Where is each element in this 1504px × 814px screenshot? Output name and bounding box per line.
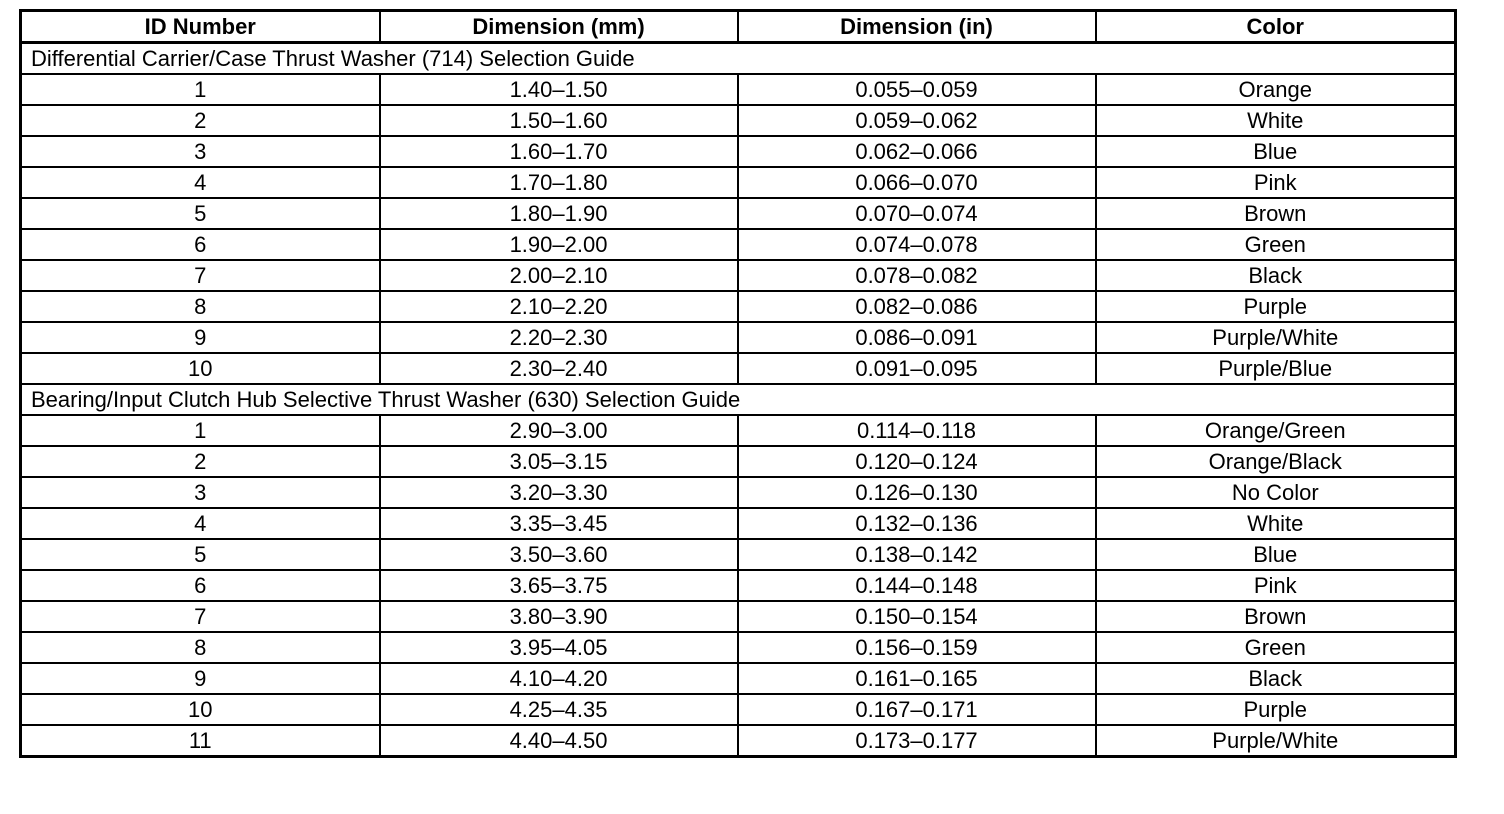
section-header-row [21, 384, 1456, 415]
color-cell: Purple/White [1096, 725, 1456, 757]
table-row [21, 291, 1456, 322]
dimension-in-cell: 0.138–0.142 [738, 539, 1096, 570]
table-row [21, 570, 1456, 601]
dimension-mm-cell: 1.50–1.60 [380, 105, 738, 136]
dimension-mm-cell: 4.10–4.20 [380, 663, 738, 694]
id-number-cell: 4 [21, 167, 380, 198]
color-cell: Black [1096, 663, 1456, 694]
id-number-cell: 10 [21, 353, 380, 384]
id-number-cell: 4 [21, 508, 380, 539]
dimension-mm-cell: 1.40–1.50 [380, 74, 738, 105]
color-cell: Brown [1096, 601, 1456, 632]
dimension-in-cell: 0.161–0.165 [738, 663, 1096, 694]
table-row [21, 136, 1456, 167]
table-row [21, 601, 1456, 632]
id-number-cell: 5 [21, 539, 380, 570]
table-row [21, 663, 1456, 694]
dimension-mm-cell: 3.35–3.45 [380, 508, 738, 539]
color-cell: Brown [1096, 198, 1456, 229]
id-number-cell: 3 [21, 136, 380, 167]
table-row [21, 539, 1456, 570]
color-cell: Purple/White [1096, 322, 1456, 353]
dimension-mm-cell: 2.90–3.00 [380, 415, 738, 446]
table-row [21, 725, 1456, 757]
table-body [21, 43, 1456, 757]
id-number-cell: 9 [21, 663, 380, 694]
dimension-mm-cell: 3.50–3.60 [380, 539, 738, 570]
dimension-in-cell: 0.062–0.066 [738, 136, 1096, 167]
color-cell: Purple [1096, 291, 1456, 322]
id-number-cell: 9 [21, 322, 380, 353]
dimension-in-cell: 0.120–0.124 [738, 446, 1096, 477]
dimension-in-cell: 0.167–0.171 [738, 694, 1096, 725]
id-number-cell: 6 [21, 229, 380, 260]
color-cell: Green [1096, 632, 1456, 663]
table-row [21, 508, 1456, 539]
table-row [21, 632, 1456, 663]
id-number-cell: 6 [21, 570, 380, 601]
dimension-mm-cell: 3.65–3.75 [380, 570, 738, 601]
dimension-in-cell: 0.078–0.082 [738, 260, 1096, 291]
id-number-cell: 8 [21, 291, 380, 322]
table-row [21, 322, 1456, 353]
header-row [21, 11, 1456, 43]
header-dimension-in: Dimension (in) [738, 11, 1096, 43]
section-title: Differential Carrier/Case Thrust Washer (714) Selection Guide [21, 43, 1456, 75]
color-cell: Green [1096, 229, 1456, 260]
id-number-cell: 1 [21, 415, 380, 446]
dimension-mm-cell: 3.05–3.15 [380, 446, 738, 477]
table-row [21, 229, 1456, 260]
dimension-mm-cell: 3.80–3.90 [380, 601, 738, 632]
dimension-in-cell: 0.086–0.091 [738, 322, 1096, 353]
dimension-in-cell: 0.074–0.078 [738, 229, 1096, 260]
id-number-cell: 10 [21, 694, 380, 725]
dimension-in-cell: 0.150–0.154 [738, 601, 1096, 632]
dimension-in-cell: 0.070–0.074 [738, 198, 1096, 229]
dimension-mm-cell: 2.20–2.30 [380, 322, 738, 353]
dimension-in-cell: 0.114–0.118 [738, 415, 1096, 446]
table-row [21, 694, 1456, 725]
dimension-mm-cell: 3.20–3.30 [380, 477, 738, 508]
table-row [21, 477, 1456, 508]
dimension-mm-cell: 1.70–1.80 [380, 167, 738, 198]
header-color: Color [1096, 11, 1456, 43]
header-id-number: ID Number [21, 11, 380, 43]
dimension-mm-cell: 1.90–2.00 [380, 229, 738, 260]
table-row [21, 353, 1456, 384]
color-cell: Orange/Black [1096, 446, 1456, 477]
dimension-in-cell: 0.055–0.059 [738, 74, 1096, 105]
id-number-cell: 7 [21, 601, 380, 632]
table-row [21, 167, 1456, 198]
color-cell: Pink [1096, 570, 1456, 601]
dimension-in-cell: 0.144–0.148 [738, 570, 1096, 601]
id-number-cell: 7 [21, 260, 380, 291]
dimension-mm-cell: 4.25–4.35 [380, 694, 738, 725]
color-cell: White [1096, 105, 1456, 136]
table-row [21, 105, 1456, 136]
color-cell: Purple/Blue [1096, 353, 1456, 384]
dimension-mm-cell: 2.10–2.20 [380, 291, 738, 322]
table-row [21, 74, 1456, 105]
dimension-in-cell: 0.132–0.136 [738, 508, 1096, 539]
dimension-mm-cell: 1.80–1.90 [380, 198, 738, 229]
id-number-cell: 2 [21, 105, 380, 136]
id-number-cell: 3 [21, 477, 380, 508]
thrust-washer-selection-table [19, 9, 1457, 758]
section-header-row [21, 43, 1456, 75]
color-cell: Blue [1096, 539, 1456, 570]
dimension-mm-cell: 1.60–1.70 [380, 136, 738, 167]
table-row [21, 446, 1456, 477]
id-number-cell: 8 [21, 632, 380, 663]
color-cell: Black [1096, 260, 1456, 291]
id-number-cell: 5 [21, 198, 380, 229]
dimension-in-cell: 0.066–0.070 [738, 167, 1096, 198]
color-cell: No Color [1096, 477, 1456, 508]
color-cell: Pink [1096, 167, 1456, 198]
id-number-cell: 11 [21, 725, 380, 757]
dimension-in-cell: 0.173–0.177 [738, 725, 1096, 757]
color-cell: Orange [1096, 74, 1456, 105]
dimension-mm-cell: 2.00–2.10 [380, 260, 738, 291]
color-cell: White [1096, 508, 1456, 539]
id-number-cell: 1 [21, 74, 380, 105]
section-title: Bearing/Input Clutch Hub Selective Thrust Washer (630) Selection Guide [21, 384, 1456, 415]
table-row [21, 415, 1456, 446]
color-cell: Orange/Green [1096, 415, 1456, 446]
color-cell: Purple [1096, 694, 1456, 725]
dimension-mm-cell: 3.95–4.05 [380, 632, 738, 663]
id-number-cell: 2 [21, 446, 380, 477]
table-row [21, 260, 1456, 291]
dimension-in-cell: 0.091–0.095 [738, 353, 1096, 384]
table-row [21, 198, 1456, 229]
header-dimension-mm: Dimension (mm) [380, 11, 738, 43]
dimension-mm-cell: 2.30–2.40 [380, 353, 738, 384]
dimension-in-cell: 0.156–0.159 [738, 632, 1096, 663]
dimension-in-cell: 0.082–0.086 [738, 291, 1096, 322]
color-cell: Blue [1096, 136, 1456, 167]
dimension-in-cell: 0.126–0.130 [738, 477, 1096, 508]
dimension-in-cell: 0.059–0.062 [738, 105, 1096, 136]
dimension-mm-cell: 4.40–4.50 [380, 725, 738, 757]
